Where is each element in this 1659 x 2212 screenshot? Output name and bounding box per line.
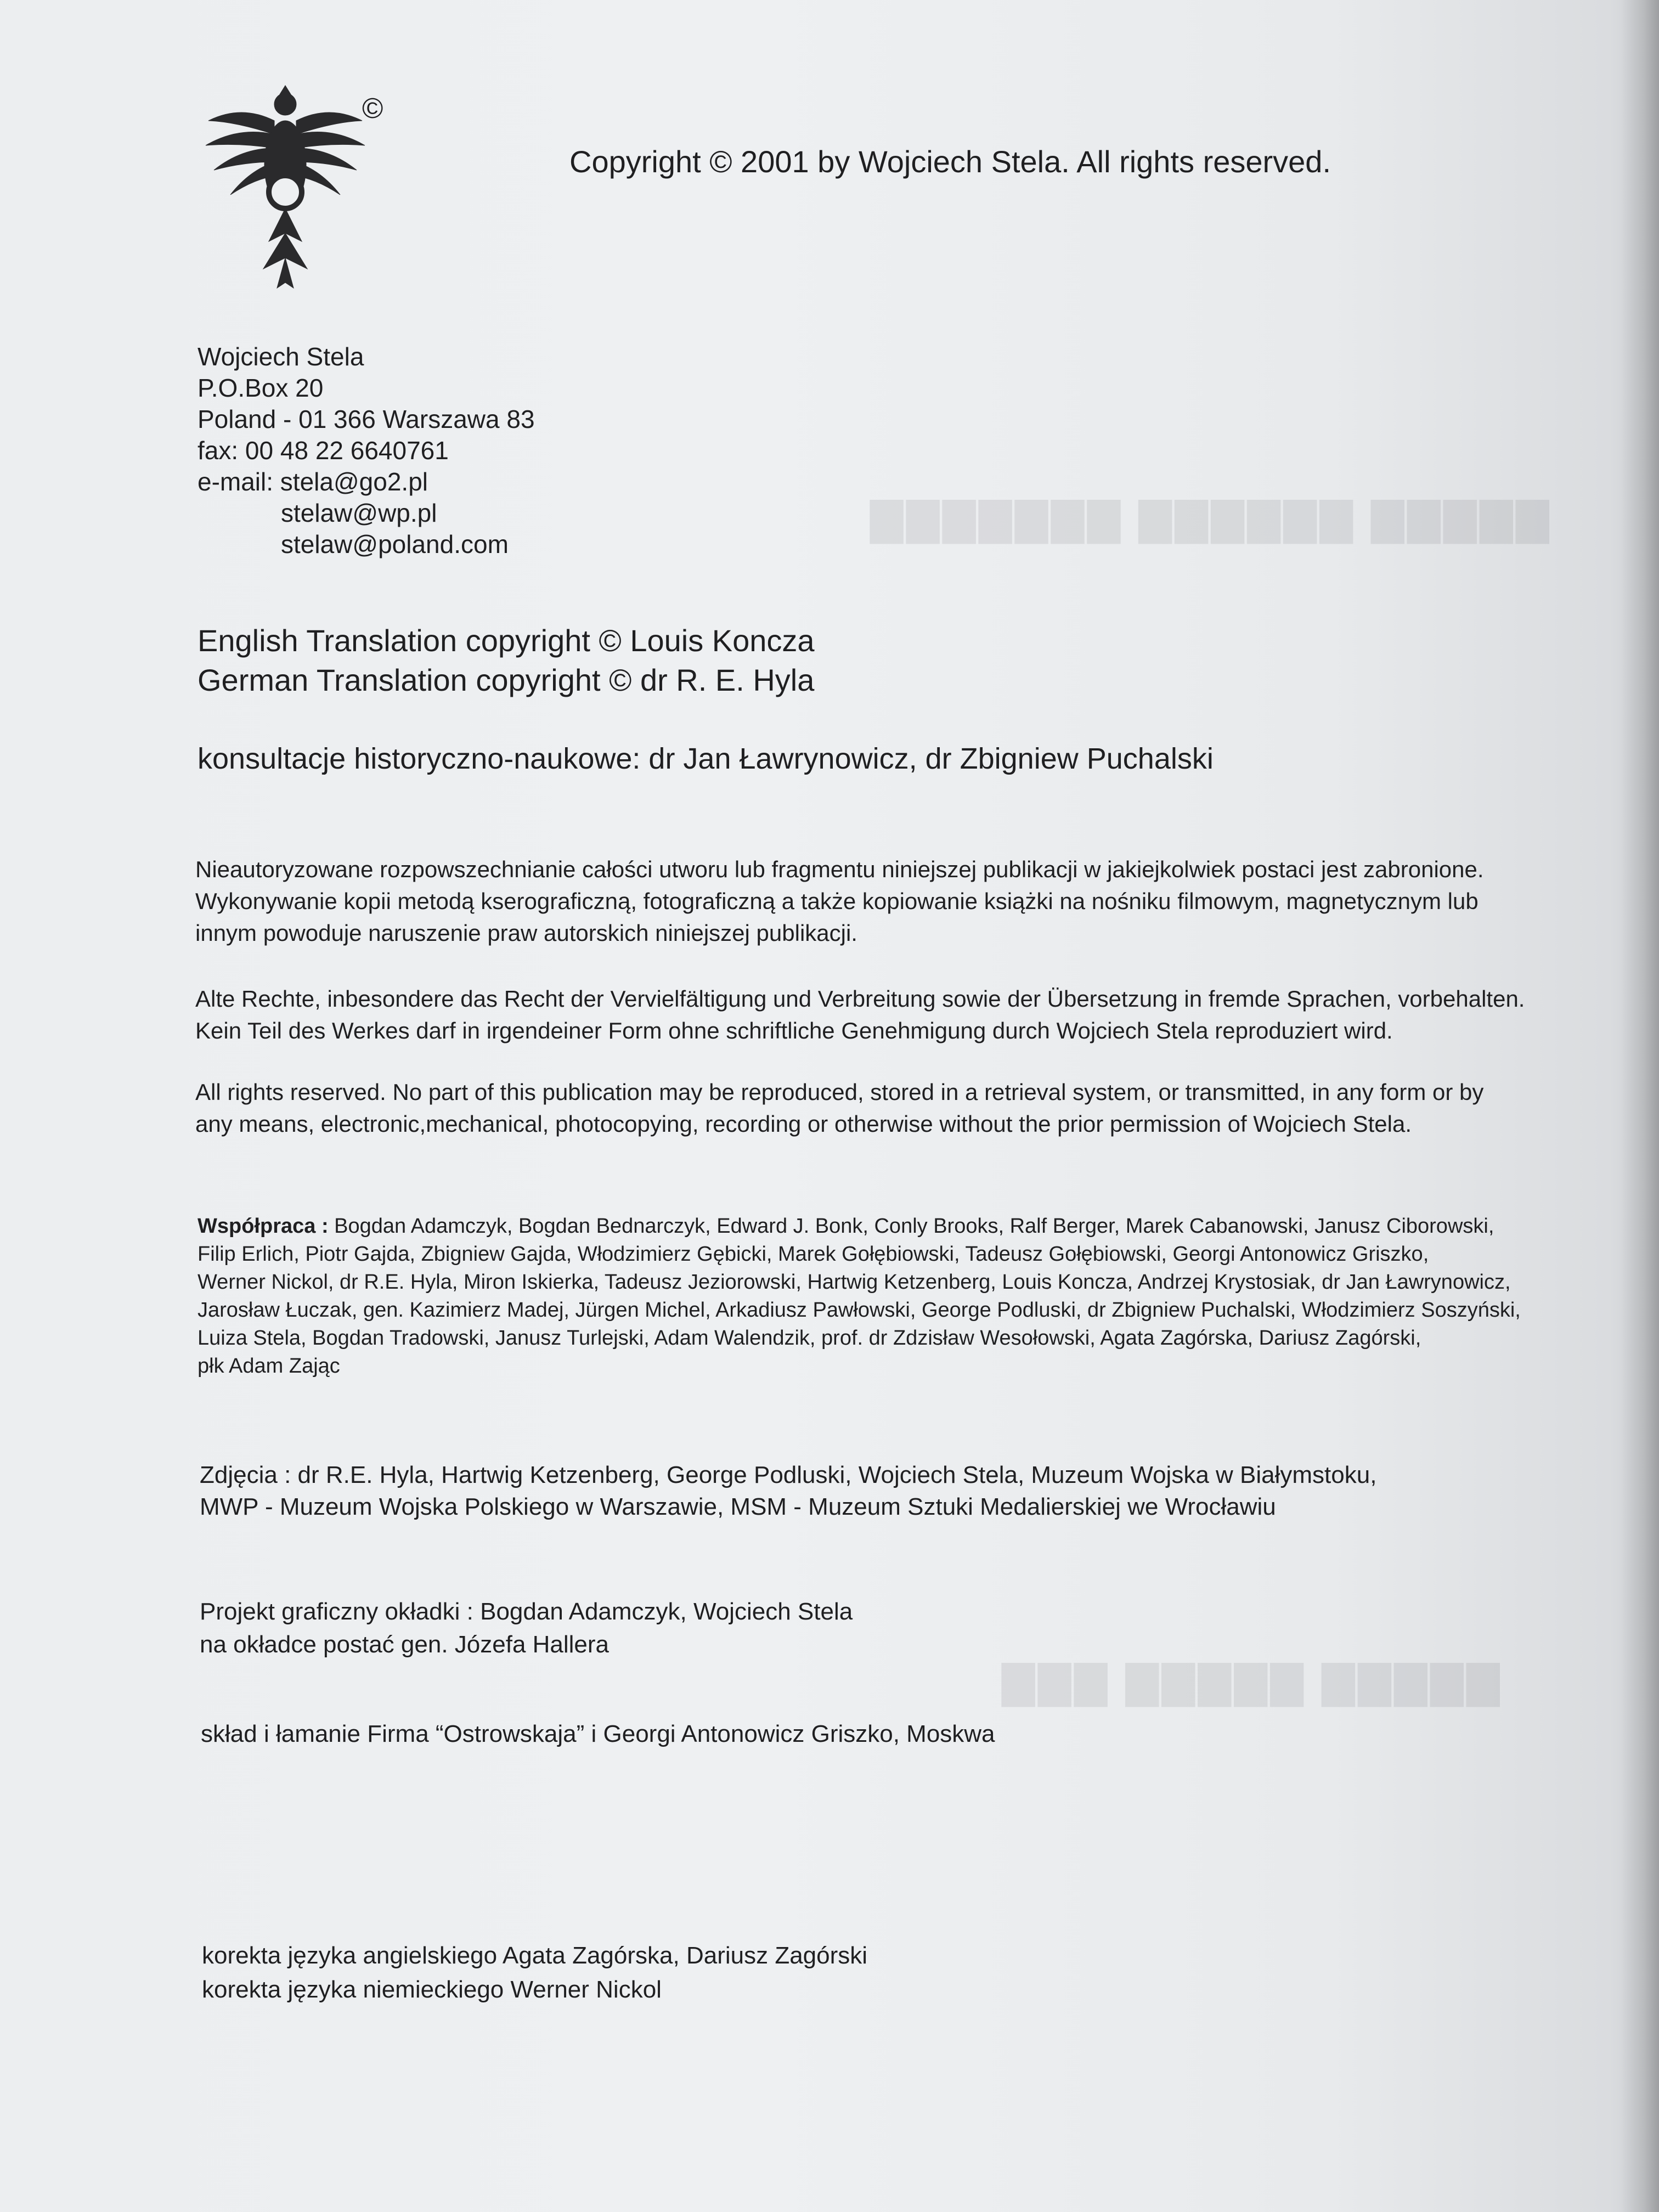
collab-line: Luiza Stela, Bogdan Tradowski, Janusz Turlejski, Adam Walendzik, prof. dr Zdzisław Wesołowski, Agata Zagórska, Dariusz Zagórski, (198, 1327, 1421, 1350)
notice-german (195, 983, 1525, 1047)
design-line: na okładce postać gen. Józefa Hallera (200, 1631, 610, 1658)
po-box: P.O.Box 20 (198, 374, 324, 402)
collab-line: Jarosław Łuczak, gen. Kazimierz Madej, Jürgen Michel, Arkadiusz Pawłowski, George Podluski, dr Zbigniew Puchalski, Włodzimierz Soszyński, (198, 1299, 1521, 1322)
proof-line: korekta języka angielskiego Agata Zagórska, Dariusz Zagórski (202, 1942, 868, 1969)
eagle-emblem-icon (198, 82, 373, 291)
email-line-1[interactable]: e-mail: stela@go2.pl (198, 467, 428, 496)
notice-line: any means, electronic,mechanical, photocopying, recording or otherwise without the prior permission of Wojciech Stela. (195, 1111, 1412, 1137)
email-line-3[interactable]: stelaw@poland.com (281, 530, 509, 558)
address-block (198, 341, 535, 560)
email-line-2[interactable]: stelaw@wp.pl (281, 499, 437, 527)
notice-line: Nieautoryzowane rozpowszechnianie całości utworu lub fragmentu niniejszej publikacji w jakiejkolwiek postaci jest zabronione. (195, 856, 1484, 882)
notice-polish (195, 854, 1484, 949)
page-edge-shadow (1621, 0, 1659, 2212)
collab-line (198, 1212, 1521, 1240)
collab-names: Bogdan Adamczyk, Bogdan Bednarczyk, Edward J. Bonk, Conly Brooks, Ralf Berger, Marek Cabanowski, Janusz Ciborowski, (328, 1215, 1494, 1238)
cover-design-credits (200, 1595, 853, 1661)
show-through-lower: ▇▇▇▇▇ ▇▇▇▇▇ ▇▇▇ (998, 1657, 1500, 1706)
typesetting-credit: skład i łamanie Firma “Ostrowskaja” i Georgi Antonowicz Griszko, Moskwa (201, 1720, 995, 1747)
city-line: Poland - 01 366 Warszawa 83 (198, 405, 535, 433)
photo-credits (200, 1459, 1376, 1523)
author-name: Wojciech Stela (198, 342, 364, 371)
german-translation: German Translation copyright © dr R. E. Hyla (198, 663, 815, 697)
photo-line: Zdjęcia : dr R.E. Hyla, Hartwig Ketzenberg, George Podluski, Wojciech Stela, Muzeum Wojska w Białymstoku, (200, 1462, 1377, 1488)
notice-line: Wykonywanie kopii metodą kserograficzną, fotograficzną a także kopiowanie książki na nośniku filmowym, magnetycznym lub (195, 888, 1479, 914)
proof-line: korekta języka niemieckiego Werner Nickol (202, 1976, 662, 2003)
collab-line: Filip Erlich, Piotr Gajda, Zbigniew Gajda, Włodzimierz Gębicki, Marek Gołębiowski, Tadeusz Gołębiowski, Georgi Antonowicz Griszko, (198, 1243, 1429, 1266)
copyright-heading: Copyright © 2001 by Wojciech Stela. All rights reserved. (569, 144, 1331, 179)
english-translation: English Translation copyright © Louis Koncza (198, 623, 815, 658)
notice-english (195, 1076, 1483, 1140)
collab-line: Werner Nickol, dr R.E. Hyla, Miron Iskierka, Tadeusz Jeziorowski, Hartwig Ketzenberg, Louis Koncza, Andrzej Krystosiak, dr Jan Ławrynowicz, (198, 1271, 1511, 1294)
collab-label: Współpraca : (198, 1215, 329, 1238)
design-line: Projekt graficzny okładki : Bogdan Adamczyk, Wojciech Stela (200, 1598, 853, 1625)
notice-line: innym powoduje naruszenie praw autorskich niniejszej publikacji. (195, 920, 857, 946)
translation-credits (198, 621, 815, 700)
notice-line: All rights reserved. No part of this publication may be reproduced, stored in a retrieval system, or transmitted, in any form or by (195, 1079, 1484, 1105)
notice-line: Kein Teil des Werkes darf in irgendeiner Form ohne schriftliche Genehmigung durch Wojciech Stela reproduziert wird. (195, 1018, 1393, 1043)
fax-line: fax: 00 48 22 6640761 (198, 436, 449, 465)
consultation-line: konsultacje historyczno-naukowe: dr Jan Ławrynowicz, dr Zbigniew Puchalski (198, 742, 1214, 775)
photo-line: MWP - Muzeum Wojska Polskiego w Warszawie, MSM - Muzeum Sztuki Medalierskiej we Wrocławiu (200, 1493, 1276, 1520)
collab-line: płk Adam Zając (198, 1355, 340, 1378)
show-through-upper: ▇▇▇▇▇ ▇▇▇▇▇▇ ▇▇▇▇▇▇▇ (867, 494, 1549, 543)
collaboration-block (198, 1212, 1521, 1380)
copyright-circle-mark: © (362, 93, 383, 125)
proofreading-credits (202, 1939, 867, 2007)
notice-line: Alte Rechte, inbesondere das Recht der Vervielfältigung und Verbreitung sowie der Übersetzung in fremde Sprachen, vorbehalten. (195, 986, 1525, 1012)
